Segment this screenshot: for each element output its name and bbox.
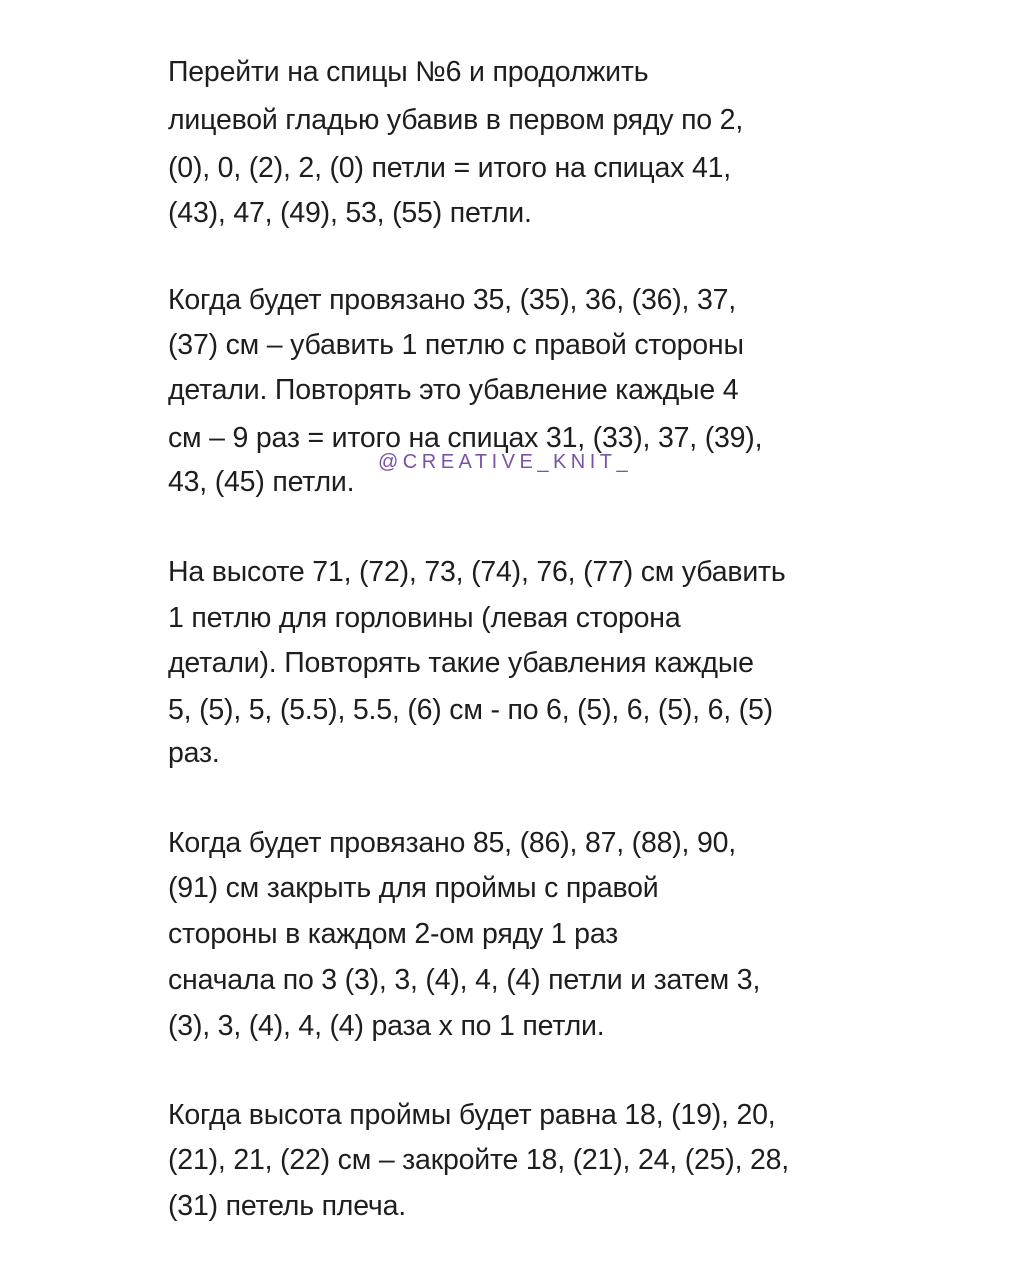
paragraph-3-line-1: На высоте 71, (72), 73, (74), 76, (77) см убавить [168, 556, 786, 588]
paragraph-3-line-2: 1 петлю для горловины (левая сторона [168, 602, 681, 634]
paragraph-2-line-3: детали. Повторять это убавление каждые 4 [168, 374, 739, 406]
paragraph-2-line-5: 43, (45) петли. [168, 466, 355, 498]
paragraph-1-line-3: (0), 0, (2), 2, (0) петли = итого на спицах 41, [168, 152, 731, 184]
paragraph-2-line-4: см – 9 раз = итого на спицах 31, (33), 37, (39), [168, 422, 763, 454]
paragraph-4-line-3: стороны в каждом 2-ом ряду 1 раз [168, 918, 619, 950]
watermark-text: @CREATIVE_KNIT_ [378, 451, 633, 473]
paragraph-5-line-3: (31) петель плеча. [168, 1190, 406, 1222]
paragraph-2-line-2: (37) см – убавить 1 петлю с правой стороны [168, 329, 744, 361]
paragraph-1-line-2: лицевой гладью убавив в первом ряду по 2, [168, 104, 744, 136]
paragraph-3-line-3: детали). Повторять такие убавления каждые [168, 647, 754, 679]
paragraph-5-line-1: Когда высота проймы будет равна 18, (19), 20, [168, 1099, 776, 1131]
paragraph-1-line-1: Перейти на спицы №6 и продолжить [168, 56, 649, 88]
paragraph-4-line-5: (3), 3, (4), 4, (4) раза х по 1 петли. [168, 1010, 605, 1042]
paragraph-1-line-4: (43), 47, (49), 53, (55) петли. [168, 197, 532, 229]
paragraph-4-line-2: (91) см закрыть для проймы с правой [168, 872, 659, 904]
paragraph-5-line-2: (21), 21, (22) см – закройте 18, (21), 24, (25), 28, [168, 1144, 790, 1176]
paragraph-4-line-1: Когда будет провязано 85, (86), 87, (88), 90, [168, 827, 737, 859]
paragraph-3-line-5: раз. [168, 737, 220, 769]
paragraph-2-line-1: Когда будет провязано 35, (35), 36, (36), 37, [168, 284, 737, 316]
paragraph-3-line-4: 5, (5), 5, (5.5), 5.5, (6) см - по 6, (5), 6, (5), 6, (5) [168, 694, 773, 726]
paragraph-4-line-4: сначала по 3 (3), 3, (4), 4, (4) петли и затем 3, [168, 964, 761, 996]
